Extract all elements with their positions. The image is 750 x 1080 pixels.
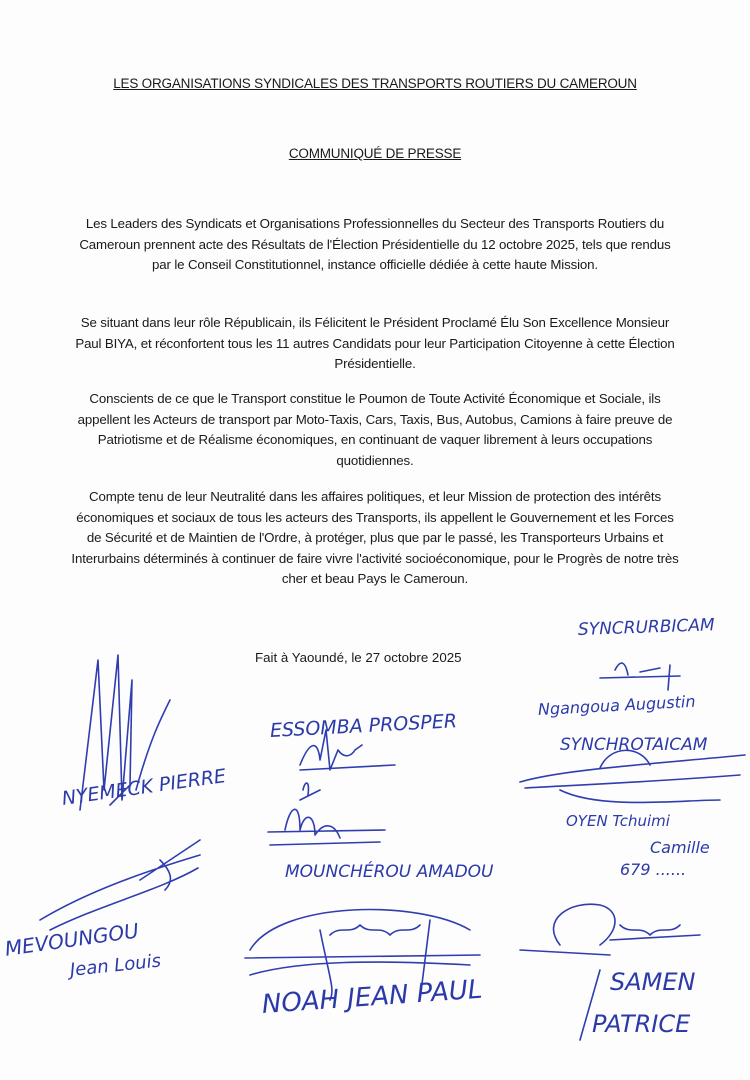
signature-name-mevoungou: MEVOUNGOU [3,918,141,961]
signature-name-essomba: ESSOMBA PROSPER [269,710,458,742]
document-subheading: COMMUNIQUÉ DE PRESSE [288,146,462,161]
document-heading: LES ORGANISATIONS SYNDICALES DES TRANSPORTS ROUTIERS DU CAMEROUN [113,76,637,91]
signature-name-synchrotaicam: SYNCHROTAICAM [560,735,708,755]
signature-name-syncrurbicam: SYNCRURBICAM [577,615,715,640]
signature-name-nyemeck: NYEMECK PIERRE [60,765,228,810]
signature-mark-mounchérou [268,790,385,845]
signature-name-oyen-2: Camille [650,838,710,857]
signature-name-mounchérou: MOUNCHÉROU AMADOU [285,862,494,882]
place-and-date: Fait à Yaoundé, le 27 octobre 2025 [255,650,462,665]
signature-name-samen: SAMEN [610,968,696,996]
signature-name-ngangoua: Ngangoua Augustin [537,691,696,719]
signature-name-oyen: OYEN Tchuimi [566,812,670,830]
signature-name-mevoungou-2: Jean Louis [68,950,162,981]
paragraph-3: Conscients de ce que le Transport constitue le Poumon de Toute Activité Économique et Sociale, ils appellent les Acteurs de transport par Moto-Taxis, Cars, Taxis, Bus, Autobus, Camions à faire preuve de Patriotisme et de Réalisme économiques, en continuant de vaquer librement à leurs occupations quotidiennes. [77,391,673,468]
signature-phone-oyen: 679 ...... [620,860,687,879]
paragraph-4: Compte tenu de leur Neutralité dans les affaires politiques, et leur Mission de protection des intérêts économiques et sociaux de tous les acteurs des Transports, ils appellent le Gouvernement et les Forces de Sécurité et de Maintien de l'Ordre, à protéger, plus que par le passé, les Transporteurs Urbains et Interurbains déterminés à continuer de faire vivre l'activité socioéconomique, pour le Progrès de notre très cher et beau Pays le Cameroun. [71,489,679,586]
signature-mark-essomba [300,730,395,795]
paragraph-1: Les Leaders des Syndicats et Organisations Professionnelles du Secteur des Transports Routiers du Cameroun prennent acte des Résultats de l'Élection Présidentielle du 12 octobre 2025, tels que rendus par le Conseil Constitutionnel, instance officielle dédiée à cette haute Mission. [79,216,671,272]
signature-mark-synchrotaicam [520,750,745,802]
paragraph-2: Se situant dans leur rôle Républicain, ils Félicitent le Président Proclamé Élu Son Excellence Monsieur Paul BIYA, et réconfortent tous les 11 autres Candidats pour leur Participation Citoyenne à cette Élection Présidentielle. [75,315,675,371]
signature-name-noah: NOAH JEAN PAUL [260,974,484,1020]
signature-mark-mevoungou [40,840,200,930]
signature-mark-syncrurbicam [600,663,680,690]
signature-name-samen-2: PATRICE [592,1010,691,1038]
